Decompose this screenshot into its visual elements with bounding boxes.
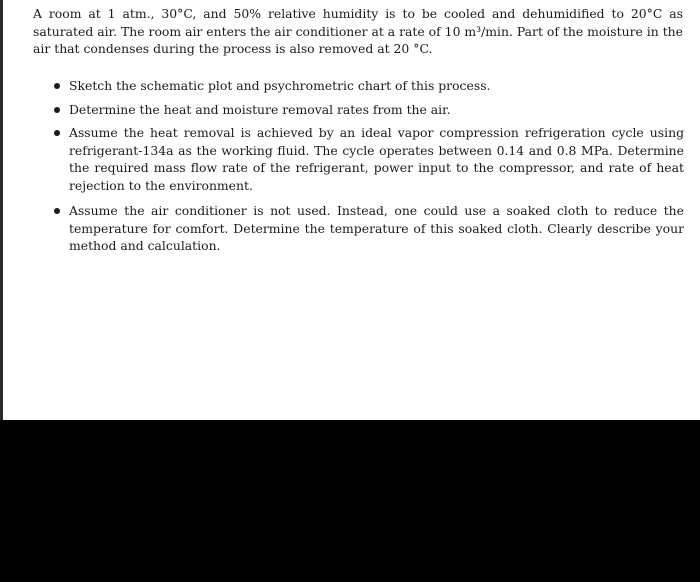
list-item bbox=[54, 124, 684, 194]
bullet-icon bbox=[54, 208, 60, 214]
list-item bbox=[54, 101, 684, 119]
page-left-border bbox=[0, 0, 3, 420]
task-list bbox=[54, 77, 684, 261]
bullet-icon bbox=[54, 130, 60, 136]
bullet-icon bbox=[54, 83, 60, 89]
task-text: Assume the air conditioner is not used. Instead, one could use a soaked cloth to reduce the temperature for comfort. Determine the temperature of this soaked cloth. Clearly describe your method and calculation. bbox=[69, 203, 684, 253]
task-text: Sketch the schematic plot and psychrometric chart of this process. bbox=[69, 78, 491, 93]
list-item bbox=[54, 202, 684, 255]
task-text: Assume the heat removal is achieved by an ideal vapor compression refrigeration cycle using refrigerant-134a as the working fluid. The cycle operates between 0.14 and 0.8 MPa. Determine the required mass flow rate of the refrigerant, power input to the compressor, and rate of heat rejection to the environment. bbox=[69, 125, 684, 193]
problem-statement: A room at 1 atm., 30°C, and 50% relative humidity is to be cooled and dehumidified to 20°C as saturated air. The room air enters the air conditioner at a rate of 10 m³/min. Part of the moisture in the air that condenses during the process is also removed at 20 °C. bbox=[33, 6, 683, 56]
task-text: Determine the heat and moisture removal rates from the air. bbox=[69, 101, 451, 117]
bullet-icon bbox=[54, 107, 60, 113]
list-item bbox=[54, 77, 684, 95]
blank-dark-area bbox=[0, 420, 700, 582]
